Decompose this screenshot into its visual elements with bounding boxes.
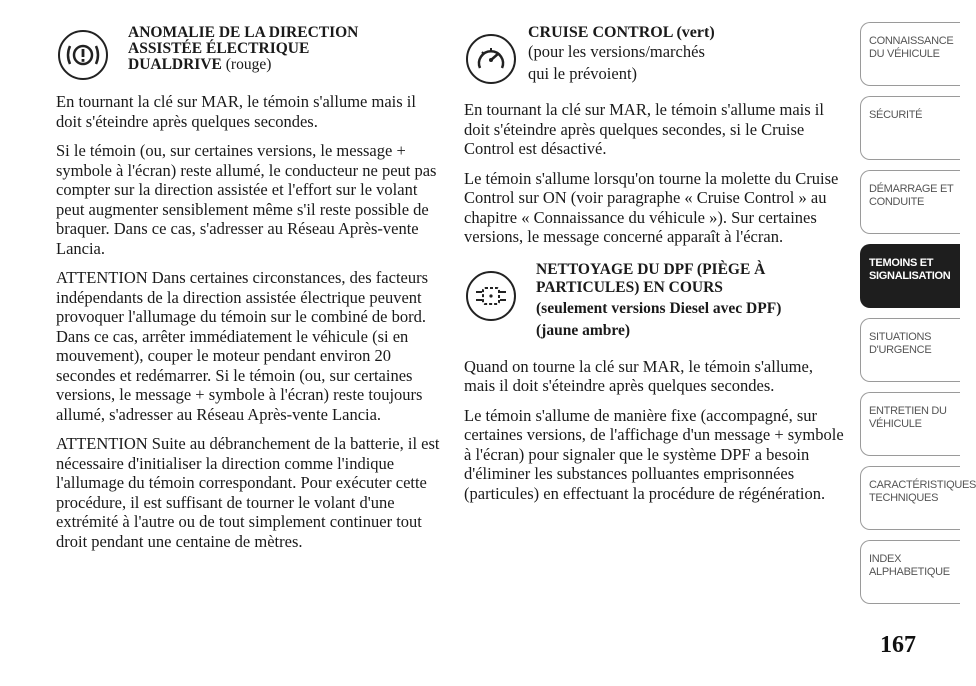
paragraph: ATTENTION Suite au débranchement de la batterie, il est nécessaire d'initialiser la direction comme l'indique l'allumage du témoin correspondant. Pour exécuter cette procédure, il est suffisant de tourner le volant d'une extrémité à l'autre ou de tout simplement continuer tout droit pendant une centaine de mètres. [56, 434, 440, 551]
paragraph: En tournant la clé sur MAR, le témoin s'allume mais il doit s'éteindre après quelques secondes, si le Cruise Control est désactivé. [464, 100, 824, 158]
paragraph: En tournant la clé sur MAR, le témoin s'allume mais il doit s'éteindre après quelques secondes. [56, 92, 416, 131]
cruise-section-header [464, 0, 844, 100]
steering-warning-icon [58, 30, 108, 80]
page-number: 167 [880, 632, 916, 658]
cruise-title-text: CRUISE CONTROL (vert) [528, 24, 715, 41]
tab-index-alphabetique[interactable]: INDEX ALPHABETIQUE [860, 540, 960, 604]
dpf-title-line-1: NETTOYAGE DU DPF (PIÈGE À [536, 260, 766, 278]
dpf-filter-icon [466, 271, 516, 321]
cruise-subtitle-1: (pour les versions/marchés [528, 42, 705, 61]
paragraph: ATTENTION Dans certaines circonstances, des facteurs indépendants de la direction assistée électrique peuvent provoquer l'allumage du témoin sur le combiné de bord. Dans ce cas, arrêter immédiatement le véhicule (si en mouvement), couper le moteur pendant environ 20 secondes et redémarrer. Si le témoin (ou, sur certaines versions, le message + symbole à l'écran) reste toujours allumé, s'adresser au Réseau Après-vente Lancia. [56, 268, 429, 424]
steering-body [56, 92, 440, 551]
tab-situations-d-urgence[interactable]: SITUATIONS D'URGENCE [860, 318, 960, 382]
chapter-sidebar [860, 22, 976, 614]
cruise-body [464, 100, 844, 247]
paragraph: Si le témoin (ou, sur certaines versions, le message + symbole à l'écran) reste allumé, le conducteur ne peut pas compter sur la direction assistée et l'effort sur le volant peut augmenter sensiblement même s'il reste possible de braquer. Dans ce cas, s'adresser au Réseau Après-vente Lancia. [56, 141, 437, 258]
dpf-title [536, 261, 846, 340]
cruise-control-icon [466, 34, 516, 84]
cruise-subtitle-2: qui le prévoient) [528, 64, 638, 83]
paragraph: Le témoin s'allume lorsqu'on tourne la molette du Cruise Control sur ON (voir paragraphe « Cruise Control » au chapitre « Connaissance du véhicule »). Sur certaines versions, le message concerné apparaît à l'écran. [464, 168, 839, 246]
cruise-title [528, 25, 838, 85]
left-column [56, 0, 440, 561]
steering-title: ANOMALIE DE LA DIRECTION ASSISTÉE ÉLECTRIQUE DUALDRIVE (rouge) [128, 24, 359, 73]
tab-entretien-du-vehicule[interactable]: ENTRETIEN DU VÉHICULE [860, 392, 960, 456]
paragraph: Quand on tourne la clé sur MAR, le témoin s'allume, mais il doit s'éteindre après quelques secondes. [464, 356, 813, 395]
dpf-title-line-3: (seulement versions Diesel avec DPF) [536, 299, 782, 317]
tab-connaissance-du-vehicule[interactable]: CONNAISSANCE DU VÉHICULE [860, 22, 960, 86]
paragraph: Le témoin s'allume de manière fixe (accompagné, sur certaines versions, de l'affichage d'un message + symbole à l'écran) pour signaler que le système DPF a besoin d'éliminer les substances polluantes emprisonnées (particules) en effectuant la procédure de régénération. [464, 405, 844, 503]
right-column [464, 0, 844, 513]
dpf-body [464, 357, 844, 504]
dpf-section-header [464, 261, 844, 357]
tab-temoins-et-signalisation[interactable]: TEMOINS ET SIGNALISATION [860, 244, 960, 308]
tab-demarrage-et-conduite[interactable]: DÉMARRAGE ET CONDUITE [860, 170, 960, 234]
tab-caracteristiques-techniques[interactable]: CARACTÉRISTIQUES TECHNIQUES [860, 466, 960, 530]
dpf-title-line-2: PARTICULES) EN COURS [536, 278, 723, 296]
dpf-title-line-4: (jaune ambre) [536, 321, 630, 339]
steering-section-header [56, 0, 440, 92]
tab-securite[interactable]: SÉCURITÉ [860, 96, 960, 160]
